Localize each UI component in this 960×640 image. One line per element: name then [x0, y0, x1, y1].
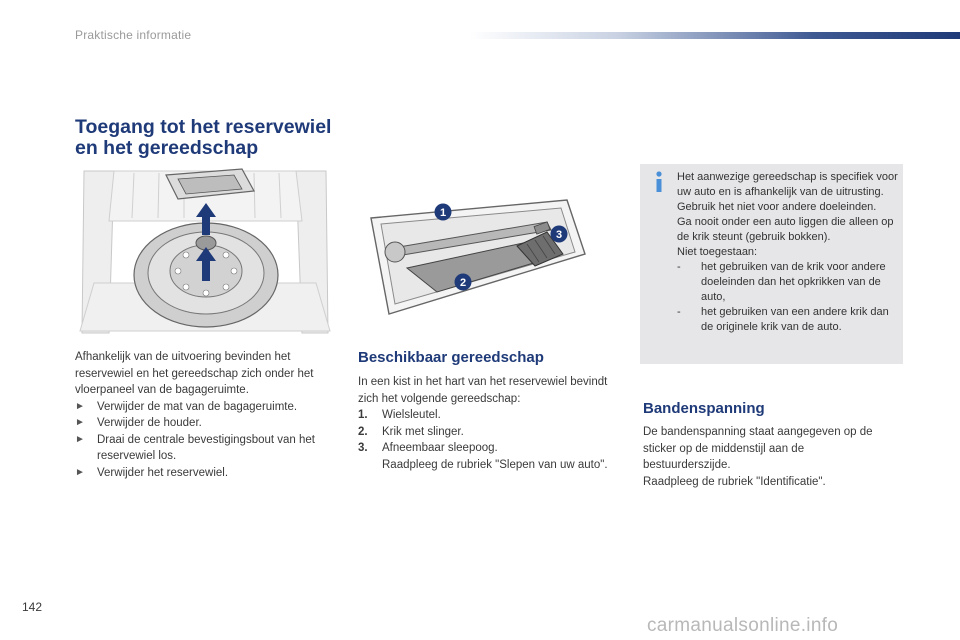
step-text: Draai de centrale bevestigingsbout van het reservewiel los. [97, 433, 316, 462]
page-number: 142 [22, 600, 43, 614]
step-item [75, 432, 340, 465]
tool-note-text: Raadpleeg de rubriek "Slepen van uw auto". [382, 458, 608, 471]
info-text-2: Ga nooit onder een auto liggen die alleen op de krik steunt (gebruik bokken). [677, 216, 894, 243]
bullet-icon: ► [75, 417, 85, 428]
callout-3 [551, 226, 568, 243]
step-item [75, 415, 340, 432]
tool-number: 1. [358, 409, 368, 421]
tool-text: Afneembaar sleepoog. [382, 442, 498, 454]
tool-text: Krik met slinger. [382, 425, 464, 438]
tire-pressure-section [643, 424, 883, 490]
tool-item [358, 424, 608, 441]
step-text: Verwijder de mat van de bagageruimte. [97, 400, 298, 413]
tool-number: 3. [358, 442, 368, 454]
callout-2-label: 2 [459, 277, 467, 289]
tool-item [358, 407, 608, 424]
watermark: carmanualsonline.info [647, 615, 839, 636]
callout-3-label: 3 [555, 229, 563, 241]
tools-heading: Beschikbaar gereedschap [358, 349, 544, 366]
page-title-line1: Toegang tot het reservewiel [75, 116, 332, 138]
info-box [640, 164, 903, 364]
tire-pressure-text-2: Raadpleeg de rubriek "Identificatie". [643, 475, 826, 488]
tire-pressure-heading: Bandenspanning [643, 400, 765, 417]
step-item [75, 399, 340, 416]
info-text [677, 170, 901, 335]
tools-section [358, 374, 608, 473]
info-icon [652, 171, 666, 193]
info-dash-item: - het gebruiken van een andere krik dan de originele krik van de auto. [677, 305, 901, 335]
info-dash-text: het gebruiken van de krik voor andere doeleinden dan het opkrikken van de auto, [701, 261, 886, 303]
callout-2 [455, 274, 472, 291]
info-dash-item: - het gebruiken van de krik voor andere doeleinden dan het opkrikken van de auto, [677, 260, 901, 305]
toolkit-illustration [367, 196, 589, 322]
section-label: Praktische informatie [75, 28, 192, 42]
header-bar [470, 32, 960, 39]
step-text: Verwijder het reservewiel. [97, 466, 229, 479]
bullet-icon: ► [75, 466, 85, 478]
tools-intro: In een kist in het hart van het reservewiel bevindt zich het volgende gereedschap: [358, 376, 608, 405]
page-title [75, 117, 355, 159]
page-title-line2: en het gereedschap [75, 137, 259, 159]
step-text: Verwijder de houder. [97, 417, 202, 429]
tire-pressure-text-1: De bandenspanning staat aangegeven op de sticker op de middenstijl aan de bestuurderszijde. [643, 426, 873, 471]
step-item [75, 465, 340, 482]
intro-section [75, 349, 340, 481]
intro-text: Afhankelijk van de uitvoering bevinden het reservewiel en het gereedschap zich onder het vloerpaneel van de bagageruimte. [75, 351, 314, 396]
bullet-icon: ► [75, 433, 85, 445]
info-text-1: Het aanwezige gereedschap is specifiek voor uw auto en is afhankelijk van de uitrusting. Gebruik het niet voor andere doeleinden. [677, 171, 898, 213]
tool-note [358, 457, 608, 474]
callout-1 [435, 204, 452, 221]
bullet-icon: ► [75, 400, 85, 412]
spare-tire-illustration [74, 163, 336, 339]
tool-text: Wielsleutel. [382, 409, 441, 421]
info-dash-text: het gebruiken van een andere krik dan de originele krik van de auto. [701, 306, 889, 333]
callout-1-label: 1 [439, 207, 447, 219]
tool-item [358, 440, 608, 457]
info-text-3: Niet toegestaan: [677, 246, 758, 258]
tool-number: 2. [358, 425, 368, 438]
